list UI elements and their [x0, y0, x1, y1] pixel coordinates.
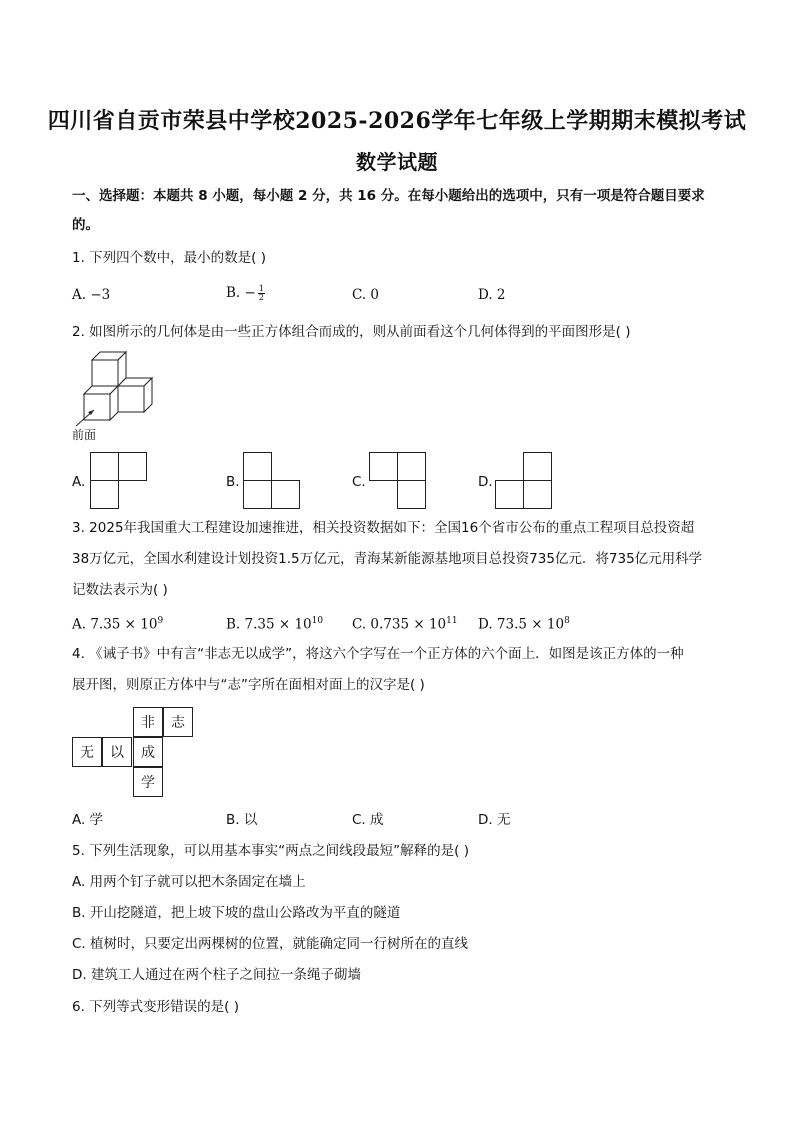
net-cell-cheng: 成: [133, 737, 163, 767]
net-cell-xue: 学: [133, 767, 163, 797]
q2-option-a: A.: [72, 474, 86, 490]
q4-option-b: B. 以: [226, 812, 258, 828]
q2-option-b-figure: [243, 452, 301, 510]
q1-option-c: C. 0: [352, 287, 380, 303]
q3-option-d-base: D. 73.5 × 10: [478, 616, 565, 633]
question-3-stem-end: 记数法表示为( ): [72, 582, 168, 598]
q3-option-d: [478, 612, 570, 634]
q3-option-b-exp: 10: [311, 616, 324, 626]
fraction-numerator: 1: [258, 284, 264, 293]
q3-option-a: [72, 612, 163, 634]
question-6-stem: 6. 下列等式变形错误的是( ): [72, 999, 239, 1015]
page-title: 四川省自贡市荣县中学校2025-2026学年七年级上学期期末模拟考试: [47, 108, 747, 134]
question-4-stem: 4. 《诫子书》中有言“非志无以成学”，将这六个字写在一个正方体的六个面上．如图是该正方体的一种: [72, 646, 684, 662]
q1-option-a: A. −3: [72, 287, 111, 303]
q3-option-c-base: C. 0.735 × 10: [352, 616, 447, 633]
cube-solid-figure: [72, 352, 162, 432]
net-cell-zhi: 志: [163, 707, 193, 737]
front-label: 前面: [72, 428, 97, 442]
q3-option-a-exp: 9: [157, 616, 164, 626]
q2-option-d-figure: [495, 452, 553, 510]
q1-option-d: D. 2: [478, 287, 506, 303]
q2-option-a-figure: [90, 452, 148, 510]
q2-option-c-figure: [369, 452, 427, 510]
section-heading: 一、选择题：本题共 8 小题，每小题 2 分，共 16 分。在每小题给出的选项中，只有一项是符合题目要求: [72, 188, 705, 204]
page-subtitle: 数学试题: [356, 150, 438, 174]
question-1-stem: 1. 下列四个数中，最小的数是( ): [72, 250, 266, 266]
q4-option-c: C. 成: [352, 812, 384, 828]
q5-option-a: A. 用两个钉子就可以把木条固定在墙上: [72, 874, 306, 890]
q4-option-a: A. 学: [72, 812, 104, 828]
q5-option-b: B. 开山挖隧道，把上坡下坡的盘山公路改为平直的隧道: [72, 905, 401, 921]
fraction-denominator: 2: [258, 293, 264, 302]
question-2-stem: 2. 如图所示的几何体是由一些正方体组合而成的，则从前面看这个几何体得到的平面图形是( ): [72, 324, 631, 340]
q5-option-c: C. 植树时，只要定出两棵树的位置，就能确定同一行树所在的直线: [72, 936, 469, 952]
q4-option-d: D. 无: [478, 812, 511, 828]
net-cell-wu: 无: [72, 737, 102, 767]
q3-option-c: [352, 612, 458, 634]
q1-option-b: [226, 284, 265, 302]
question-5-stem: 5. 下列生活现象，可以用基本事实“两点之间线段最短”解释的是( ): [72, 843, 469, 859]
net-cell-fei: 非: [133, 707, 163, 737]
q2-option-c: C.: [352, 474, 366, 490]
question-3-stem: 3. 2025年我国重大工程建设加速推进，相关投资数据如下：全国16个省市公布的重点工程项目总投资超: [72, 520, 695, 536]
q3-option-a-base: A. 7.35 × 10: [72, 616, 158, 633]
q1-option-b-prefix: B. −: [226, 285, 256, 301]
net-cell-yi: 以: [102, 737, 132, 767]
fraction: [258, 285, 265, 302]
q5-option-d: D. 建筑工人通过在两个柱子之间拉一条绳子砌墙: [72, 967, 361, 983]
q3-option-c-exp: 11: [446, 616, 458, 626]
q3-option-d-exp: 8: [564, 616, 570, 626]
section-heading-cont: 的。: [72, 217, 99, 233]
q2-option-b: B.: [226, 474, 240, 490]
question-4-stem-cont: 展开图，则原正方体中与“志”字所在面相对面上的汉字是( ): [72, 677, 425, 693]
q3-option-b-base: B. 7.35 × 10: [226, 616, 312, 633]
question-3-stem-cont: 38万亿元，全国水利建设计划投资1.5万亿元，青海某新能源基地项目总投资735亿元．将735亿元用科学: [72, 551, 703, 567]
q2-option-d: D.: [478, 474, 493, 490]
q3-option-b: [226, 612, 323, 634]
